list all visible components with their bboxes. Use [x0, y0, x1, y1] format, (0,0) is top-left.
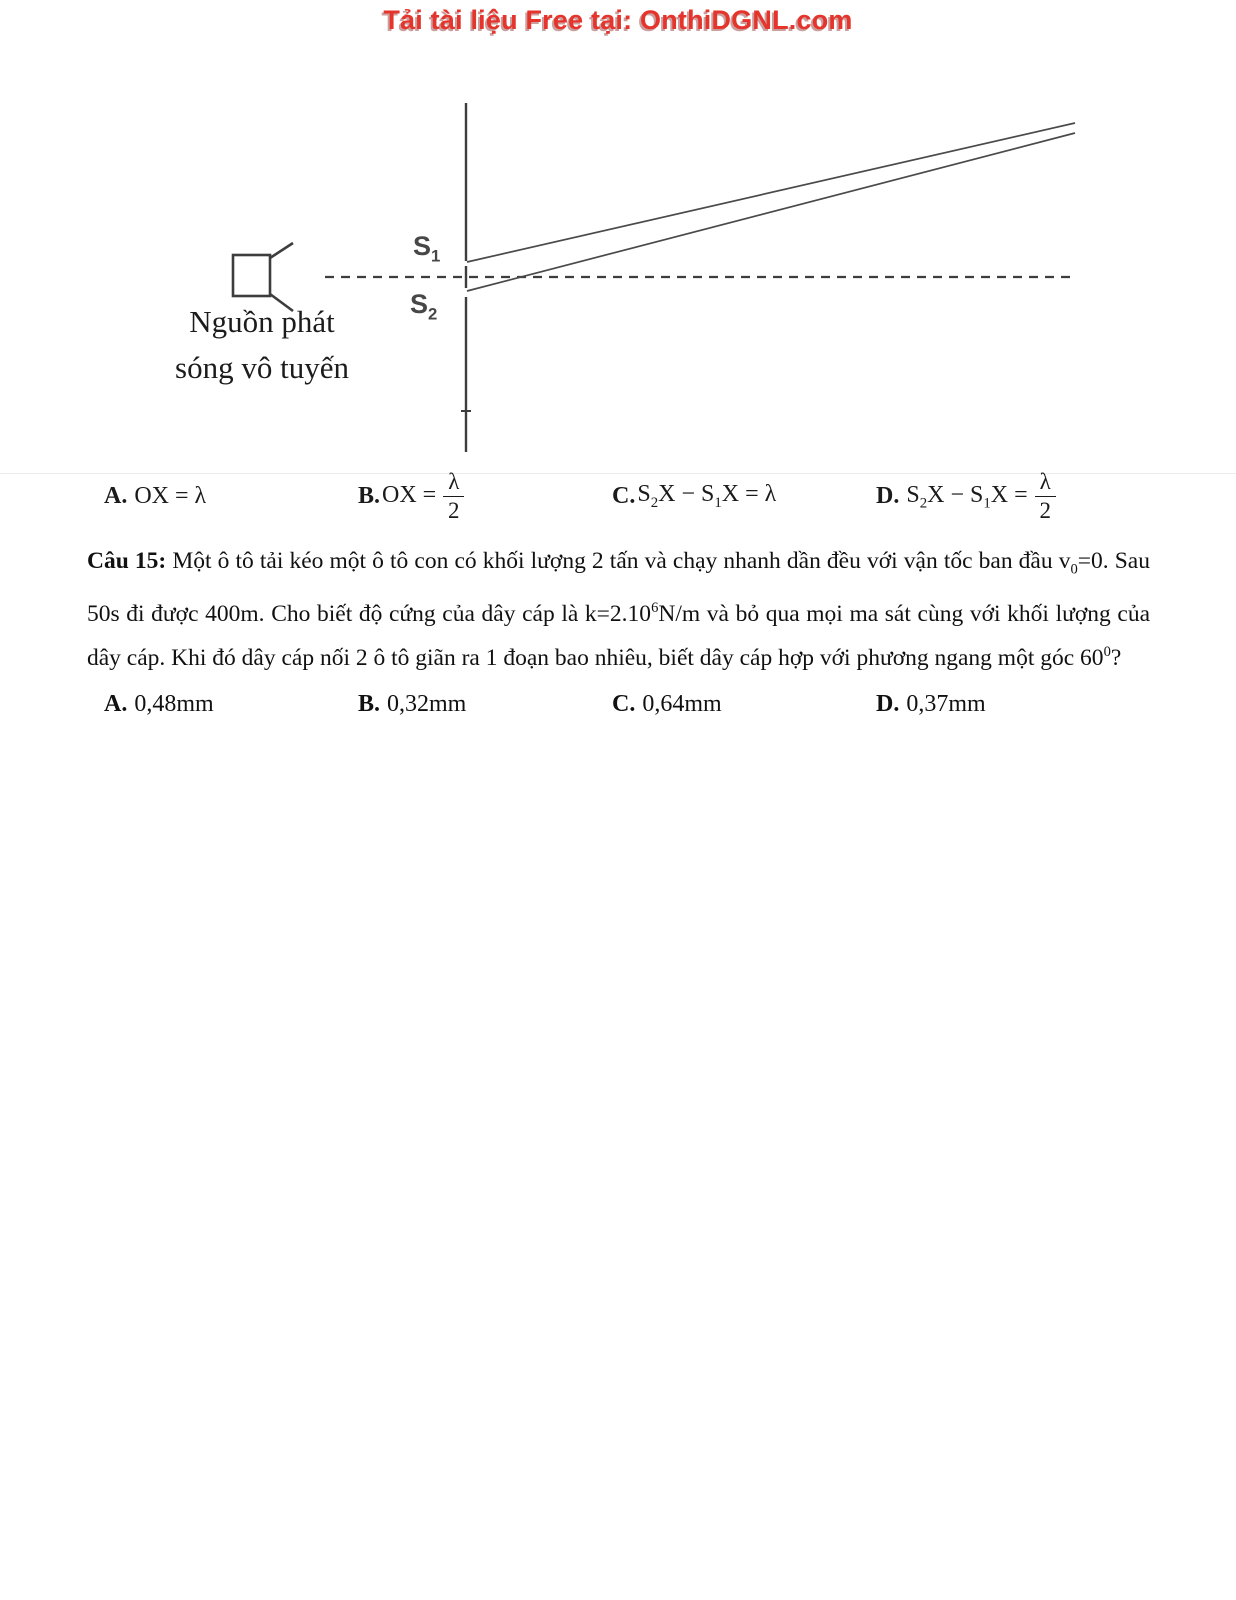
option-c-label: C. [612, 482, 636, 509]
answer-option-a [104, 691, 214, 718]
answer-b-value: 0,32mm [387, 691, 467, 717]
formula-option-c [612, 462, 776, 530]
slit-s2-subscript: 2 [428, 304, 438, 324]
answer-a-label: A. [104, 691, 128, 717]
slit-s2-base: S [410, 289, 429, 319]
option-b-label: B. [358, 482, 381, 509]
ray-from-s1 [467, 123, 1075, 262]
answer-options-row [0, 691, 1236, 725]
answer-d-label: D. [876, 691, 900, 717]
answer-b-label: B. [358, 691, 381, 717]
option-d-label: D. [876, 482, 900, 509]
option-d-formula: $S_2X - S_1X$ = $\frac{\lambda}{2}$ [906, 469, 1055, 524]
wave-source-square [233, 255, 270, 296]
slit-s1-label [413, 233, 440, 265]
wave-source-caption [150, 299, 374, 391]
answer-option-c [612, 691, 722, 718]
formula-options-row [0, 462, 1236, 530]
option-a-formula: OX = λ [134, 482, 207, 509]
formula-option-a [104, 462, 206, 530]
answer-c-value: 0,64mm [642, 691, 722, 717]
answer-c-label: C. [612, 691, 636, 717]
diagram-canvas [0, 0, 1236, 460]
formula-option-b [358, 462, 464, 530]
wave-source-caption-line2: sóng vô tuyến [175, 350, 349, 385]
option-a-label: A. [104, 482, 128, 509]
antenna-line-top [270, 243, 293, 258]
question-15-paragraph [87, 542, 1150, 678]
option-b-formula: OX = $\frac{\lambda}{2}$ [382, 469, 464, 524]
ray-from-s2 [467, 133, 1075, 291]
slit-s1-subscript: 1 [431, 246, 441, 266]
question-text: Một ô tô tải kéo một ô tô con có khối lượng 2 tấn và chạy nhanh dần đều với vận tốc ban đầu $v_0=0$. Sau 50s đi được 400m. Cho biết độ cứng của dây cáp là $k=2.10^6N/m$ và bỏ qua mọi ma sát cùng với khối lượng của dây cáp. Khi đó dây cáp nối 2 ô tô giãn ra 1 đoạn bao nhiêu, biết dây cáp hợp với phương ngang một góc $60^0$? [87, 548, 1151, 672]
header-banner: Tải tài liệu Free tại: OnthiDGNL.com [383, 5, 853, 35]
slit-s1-base: S [413, 231, 432, 261]
option-c-formula: $S_2X - S_1X = \lambda$ [637, 480, 777, 511]
answer-option-b [358, 691, 466, 718]
question-number-label: Câu 15: [87, 548, 167, 574]
formula-option-d [876, 462, 1056, 530]
answer-option-d [876, 691, 986, 718]
answer-d-value: 0,37mm [906, 691, 986, 717]
wave-source-caption-line1: Nguồn phát [189, 304, 335, 339]
double-slit-diagram [0, 0, 1236, 460]
slit-s2-label [410, 291, 437, 323]
answer-a-value: 0,48mm [134, 691, 214, 717]
